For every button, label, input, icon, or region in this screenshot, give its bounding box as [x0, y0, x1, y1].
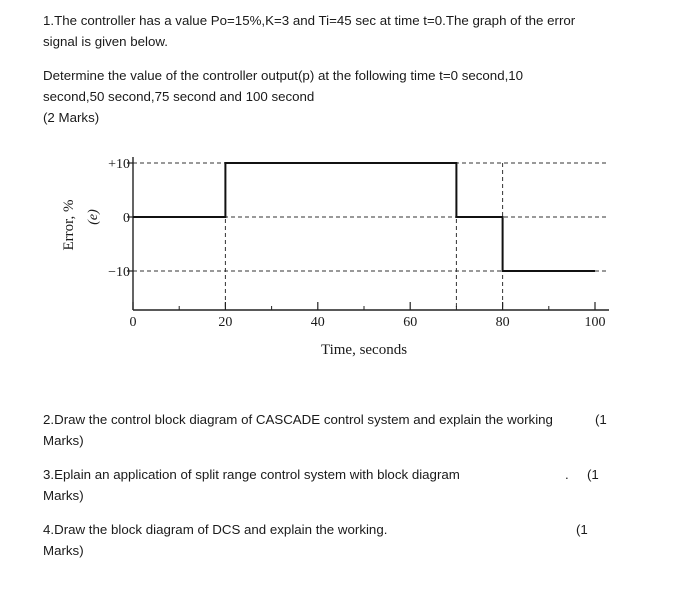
x-tick-label: 0 — [129, 315, 137, 330]
y-tick-label: +10 — [108, 157, 130, 172]
q1-line-1: 1.The controller has a value Po=15%,K=3 and Ti=45 sec at time t=0.The graph of the error — [43, 13, 576, 28]
q3-line-2: Marks) — [43, 488, 84, 503]
q1-line-4: second,50 second,75 second and 100 second — [43, 89, 315, 104]
q1-line-3: Determine the value of the controller output(p) at the following time t=0 second,10 — [43, 68, 524, 83]
x-tick-label: 20 — [218, 315, 233, 330]
q4-marks-open: (1 — [576, 522, 588, 537]
q4-line-1: 4.Draw the block diagram of DCS and explain the working. — [43, 522, 388, 537]
q1-line-2: signal is given below. — [43, 34, 168, 49]
y-axis-symbol: (e) — [86, 209, 101, 225]
q2-line-2: Marks) — [43, 433, 84, 448]
y-axis-label: Error, % — [61, 199, 77, 251]
x-tick-label: 80 — [495, 315, 510, 330]
x-tick-label: 60 — [403, 315, 418, 330]
x-axis-label: Time, seconds — [320, 342, 408, 358]
y-tick-label: 0 — [123, 211, 130, 226]
q3-marks-open: (1 — [587, 467, 599, 482]
q2-line-1: 2.Draw the control block diagram of CASCADE control system and explain the working — [43, 412, 553, 427]
q4-line-2: Marks) — [43, 543, 84, 558]
q3-line-1: 3.Eplain an application of split range control system with block diagram — [43, 467, 460, 482]
q2-marks-open: (1 — [595, 412, 607, 427]
q3-dot: . — [565, 467, 569, 482]
x-tick-label: 40 — [310, 315, 325, 330]
y-tick-label: −10 — [108, 265, 130, 280]
q1-marks: (2 Marks) — [43, 110, 100, 125]
x-tick-label: 100 — [584, 315, 606, 330]
